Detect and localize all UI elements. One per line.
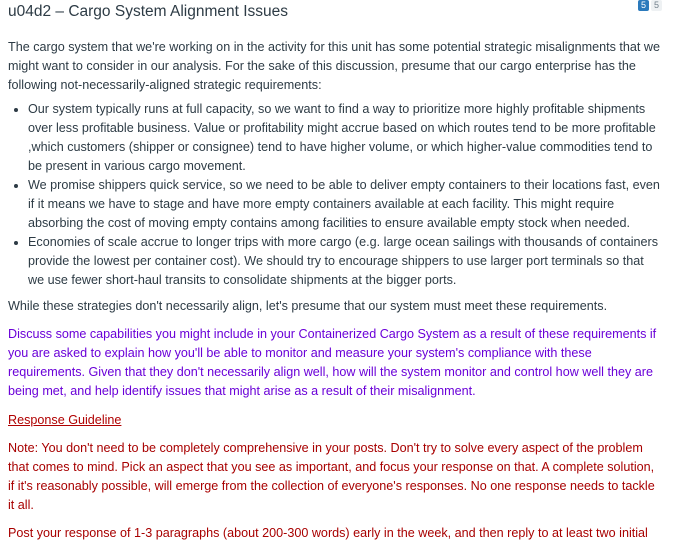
reply-count-badges — [638, 0, 662, 11]
intro-paragraph: The cargo system that we're working on in the activity for this unit has some potential strategic misalignments that we might want to consider in our analysis. For the sake of this discussion, presume that our cargo enterprise has the following not-necessarily-aligned strategic requirements: — [8, 40, 660, 92]
list-item: • Economies of scale accrue to longer trips with more cargo (e.g. large ocean sailings with thousands of containers provide the lowest per container cost). We should try to encourage shippers to use larger port terminals so that we use fewer short-haul transits to consolidate shipments at the bigger ports. — [28, 233, 660, 290]
response-guideline-link[interactable]: Response Guideline — [8, 413, 122, 427]
discussion-prompt: Discuss some capabilities you might include in your Containerized Cargo System as a result of these requirements if you are asked to explain how you'll be able to monitor and measure your system's compliance with these requirements. Given that they don't necessarily align well, how will the system monitor and control how well they are being met, and help identify issues that might arise as a result of their misalignment. — [8, 327, 657, 398]
requirements-list — [8, 100, 660, 290]
unread-count-badge: 5 — [638, 0, 649, 11]
list-item: • Our system typically runs at full capacity, so we want to find a way to prioritize more highly profitable shipments over less profitable business. Value or profitability might accrue based on which routes tend to be more profitable ,which customers (shipper or consignee) tend to have higher volume, or which higher-value commodities tend to be present in various cargo movement. — [28, 100, 660, 176]
discussion-header — [0, 0, 677, 30]
discussion-body — [8, 38, 660, 543]
list-item: • We promise shippers quick service, so we need to be able to deliver empty containers to their locations fast, even if it means we have to stage and have more empty containers available at each facility. This might require absorbing the cost of moving empty contains among facilities to ensure available empty stock when needed. — [28, 176, 660, 233]
discussion-title[interactable]: u04d2 – Cargo System Alignment Issues — [8, 3, 289, 20]
presumption-paragraph: While these strategies don't necessarily align, let's presume that our system must meet these requirements. — [8, 299, 608, 313]
post-instructions: Post your response of 1-3 paragraphs (about 200-300 words) early in the week, and then reply to at least two initial — [8, 526, 648, 540]
total-count-badge: 5 — [651, 0, 662, 11]
note-paragraph: Note: You don't need to be completely comprehensive in your posts. Don't try to solve every aspect of the problem that comes to mind. Pick an aspect that you see as important, and focus your response on that. A complete solution, if it's reasonably possible, will emerge from the collection of everyone's responses. No one response needs to tackle it all. — [8, 441, 655, 512]
